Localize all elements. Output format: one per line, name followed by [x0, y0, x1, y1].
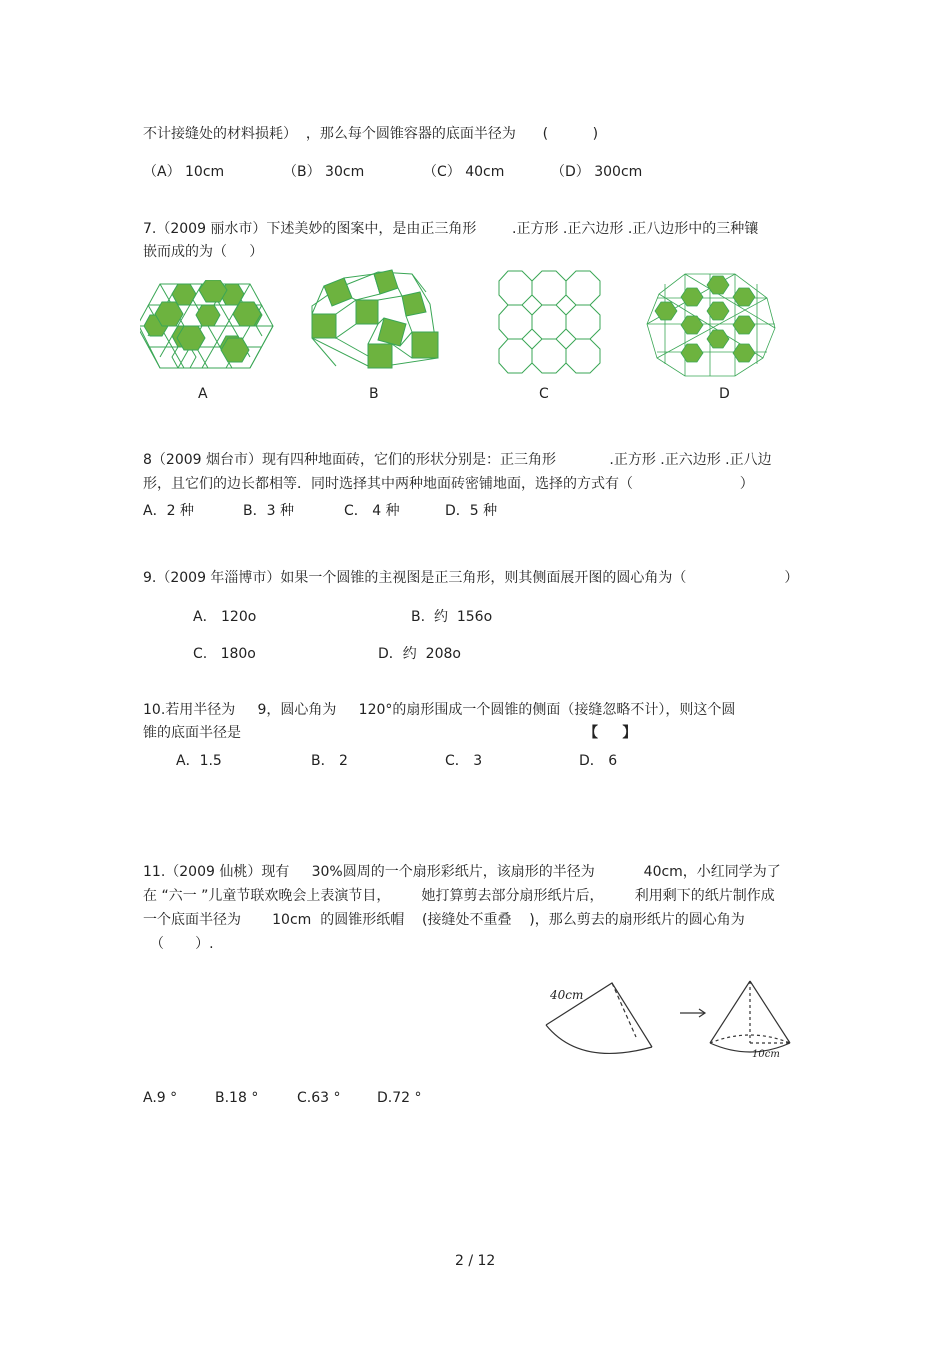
page-number: 2 / 12 [455, 1253, 496, 1269]
cone-base-radius-label: 10cm [752, 1049, 780, 1060]
q9-option-a: A． 120o [193, 609, 257, 625]
tiling-figure-d [645, 268, 777, 380]
q8-option-d: D．5 种 [445, 503, 498, 519]
q11-option-b: B.18 ° [215, 1090, 259, 1106]
q9-option-b: B. 约 156o [411, 609, 493, 625]
q11-option-d: D.72 ° [377, 1090, 422, 1106]
q10-text-line2: 锥的底面半径是 [143, 725, 241, 741]
q10-text-line1: 10.若用半径为 9，圆心角为 120°的扇形围成一个圆锥的侧面（接缝忽略不计），则这个圆 [143, 702, 736, 718]
q8-text-line1: 8（2009 烟台市）现有四种地面砖，它们的形状分别是：正三角形 .正方形 .正六边形 .正八边 [143, 452, 772, 468]
q10-option-c: C． 3 [445, 753, 483, 769]
q11-text-line1: 11.（2009 仙桃）现有 30%圆周的一个扇形彩纸片，该扇形的半径为 40cm，小红同学为了 [143, 864, 781, 880]
q11-text-line4: （ ）. [150, 936, 214, 952]
q8-text-line2: 形，且它们的边长都相等．同时选择其中两种地面砖密铺地面，选择的方式有（ ） [143, 476, 754, 492]
sector-radius-label: 40cm [550, 988, 584, 1002]
q11-text-line3: 一个底面半径为 10cm 的圆锥形纸帽 (接缝处不重叠 )，那么剪去的扇形纸片的圆心角为 [143, 912, 745, 928]
figure-label-b: B [369, 386, 379, 402]
q9-text: 9.（2009 年淄博市）如果一个圆锥的主视图是正三角形，则其侧面展开图的圆心角为（ ） [143, 570, 799, 586]
q6-option-a: （A） 10cm [143, 164, 225, 180]
q9-option-c: C. 180o [193, 646, 256, 662]
tiling-figure-a [140, 280, 275, 372]
q8-option-b: B．3 种 [243, 503, 294, 519]
q10-answer-bracket: 【 】 [584, 725, 637, 741]
q9-option-d: D．约 208o [378, 646, 461, 662]
tiling-figure-b [308, 266, 440, 374]
q10-option-a: A．1.5 [176, 753, 222, 769]
q6-option-d: （D） 300cm [551, 164, 643, 180]
q7-text-line1: 7.（2009 丽水市）下述美妙的图案中，是由正三角形 .正方形 .正六边形 .正八边形中的三种镶 [143, 221, 759, 237]
q6-option-c: （C） 40cm [423, 164, 505, 180]
q11-option-c: C.63 ° [297, 1090, 341, 1106]
figure-label-a: A [198, 386, 208, 402]
figure-label-d: D [719, 386, 730, 402]
q7-text-line2: 嵌而成的为（ ） [143, 244, 264, 260]
sector-cone-figure [540, 975, 800, 1065]
q8-option-a: A．2 种 [143, 503, 194, 519]
q8-option-c: C． 4 种 [344, 503, 400, 519]
figure-label-c: C [539, 386, 549, 402]
q6-option-b: （B） 30cm [283, 164, 365, 180]
q11-option-a: A.9 ° [143, 1090, 178, 1106]
q10-option-b: B． 2 [311, 753, 348, 769]
q11-text-line2: 在 “六一 ”儿童节联欢晚会上表演节目， 她打算剪去部分扇形纸片后， 利用剩下的纸片制作成 [143, 888, 775, 904]
q10-option-d: D． 6 [579, 753, 618, 769]
q6-text: 不计接缝处的材料损耗） ，那么每个圆锥容器的底面半径为 ( ) [143, 126, 599, 142]
tiling-figure-c [498, 270, 604, 374]
